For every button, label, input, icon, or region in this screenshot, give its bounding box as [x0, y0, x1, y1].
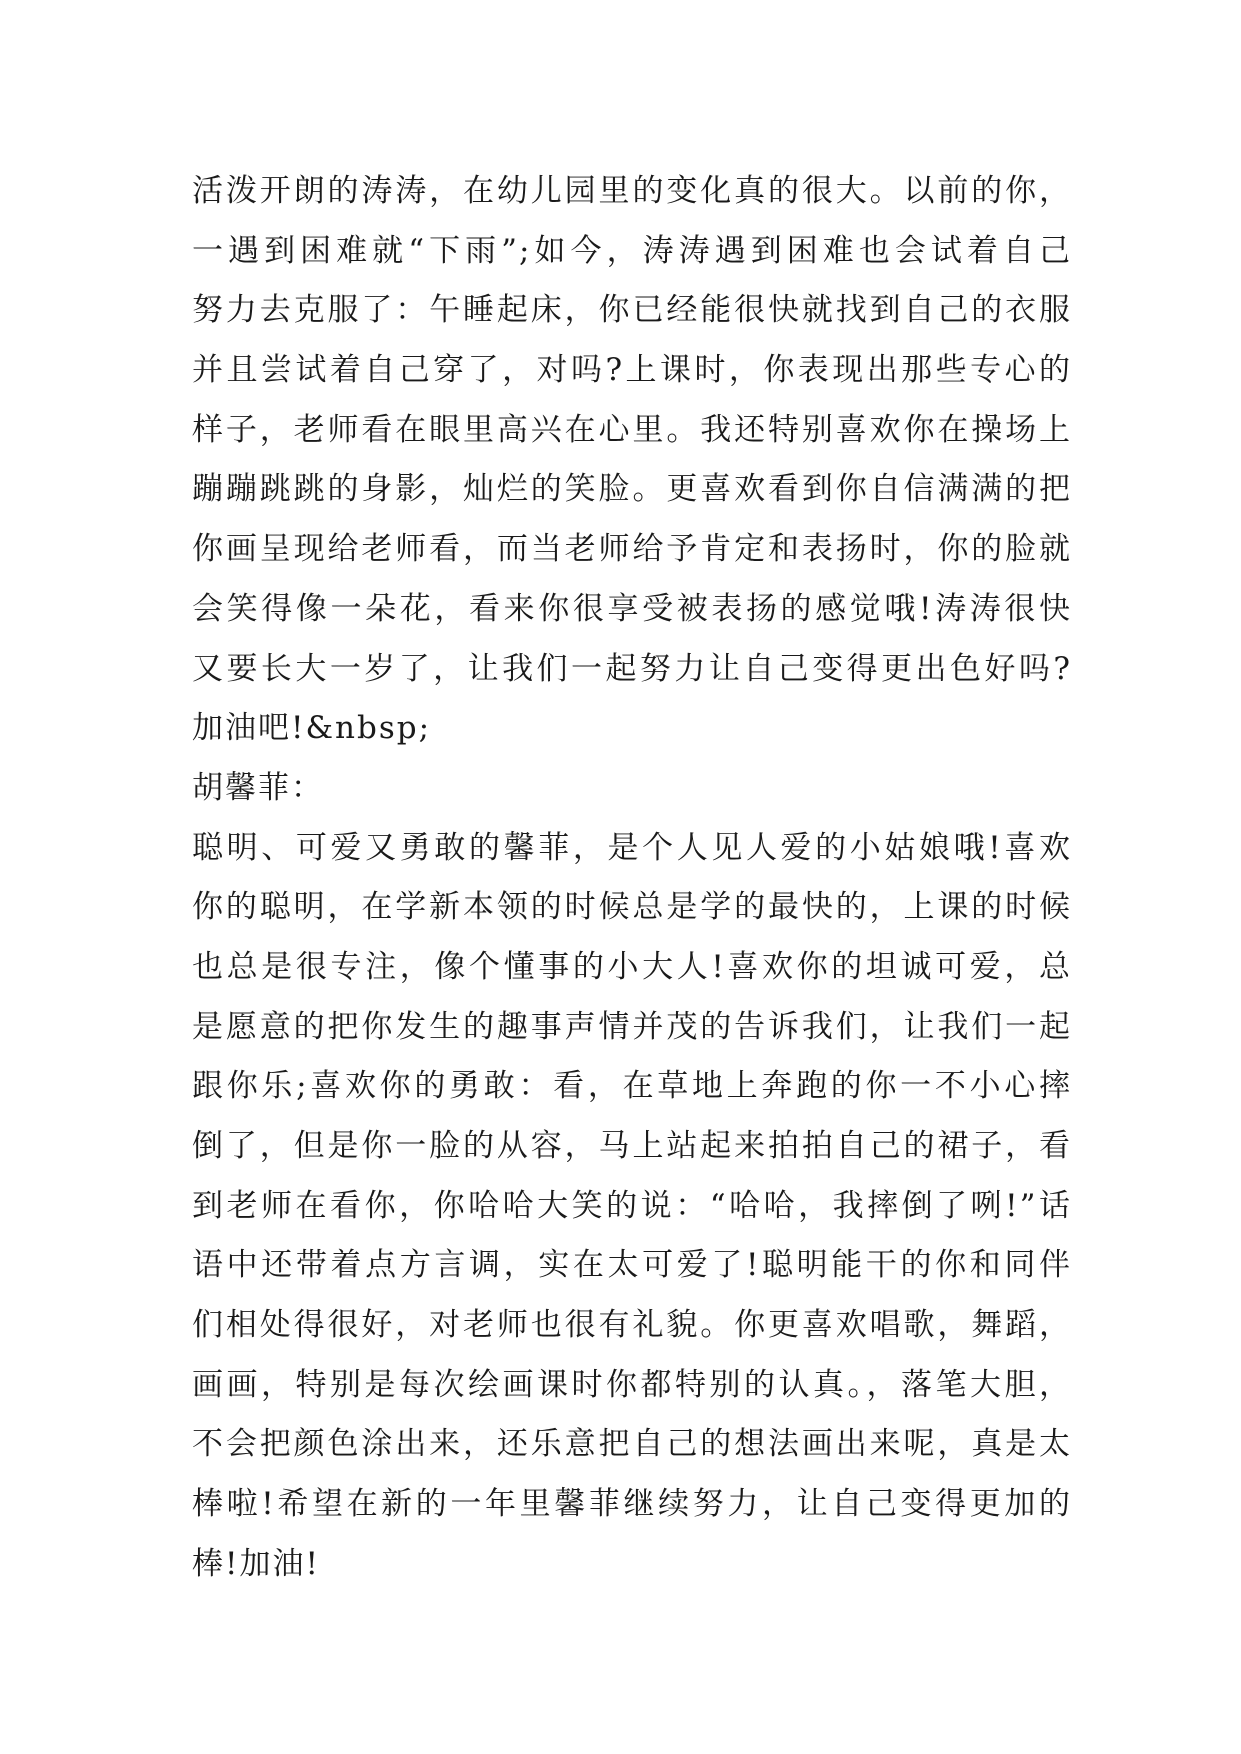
- text-line: 画画，特别是每次绘画课时你都特别的认真。，落笔大胆，: [192, 1366, 1072, 1403]
- text-line: 聪明、可爱又勇敢的馨菲，是个人见人爱的小姑娘哦!喜欢: [192, 829, 1072, 866]
- text-line: 样子，老师看在眼里高兴在心里。我还特别喜欢你在操场上: [192, 411, 1072, 448]
- text-line: 又要长大一岁了，让我们一起努力让自己变得更出色好吗?: [192, 650, 1072, 687]
- text-line: 会笑得像一朵花，看来你很享受被表扬的感觉哦!涛涛很快: [192, 590, 1072, 627]
- text-line: 一遇到困难就“下雨”;如今，涛涛遇到困难也会试着自己: [192, 232, 1072, 269]
- text-line: 语中还带着点方言调，实在太可爱了!聪明能干的你和同伴: [192, 1247, 1072, 1284]
- text-line: 胡馨菲：: [192, 769, 324, 806]
- text-line: 棒啦!希望在新的一年里馨菲继续努力，让自己变得更加的: [192, 1486, 1072, 1523]
- text-line: 你的聪明，在学新本领的时候总是学的最快的，上课的时候: [192, 889, 1072, 926]
- text-line: 不会把颜色涂出来，还乐意把自己的想法画出来呢，真是太: [192, 1426, 1072, 1463]
- document-body: [192, 162, 1072, 1595]
- text-line: 跟你乐;喜欢你的勇敢：看，在草地上奔跑的你一不小心摔: [192, 1068, 1072, 1105]
- text-line: 努力去克服了：午睡起床，你已经能很快就找到自己的衣服: [192, 292, 1072, 329]
- text-line: 到老师在看你，你哈哈大笑的说：“哈哈，我摔倒了咧!”话: [192, 1187, 1072, 1224]
- text-line: 加油吧!&nbsp;: [192, 710, 432, 747]
- text-line: 活泼开朗的涛涛，在幼儿园里的变化真的很大。以前的你，: [192, 173, 1072, 209]
- text-line: 棒!加油!: [192, 1545, 320, 1582]
- text-line: 是愿意的把你发生的趣事声情并茂的告诉我们，让我们一起: [192, 1008, 1072, 1045]
- text-line: 倒了，但是你一脸的从容，马上站起来拍拍自己的裙子，看: [192, 1128, 1072, 1164]
- text-line: 也总是很专注，像个懂事的小大人!喜欢你的坦诚可爱，总: [192, 948, 1072, 985]
- text-line: 并且尝试着自己穿了，对吗?上课时，你表现出那些专心的: [192, 352, 1072, 389]
- text-line: 你画呈现给老师看，而当老师给予肯定和表扬时，你的脸就: [192, 531, 1072, 568]
- text-line: 们相处得很好，对老师也很有礼貌。你更喜欢唱歌，舞蹈，: [192, 1307, 1072, 1344]
- text-line: 蹦蹦跳跳的身影，灿烂的笑脸。更喜欢看到你自信满满的把: [192, 471, 1072, 508]
